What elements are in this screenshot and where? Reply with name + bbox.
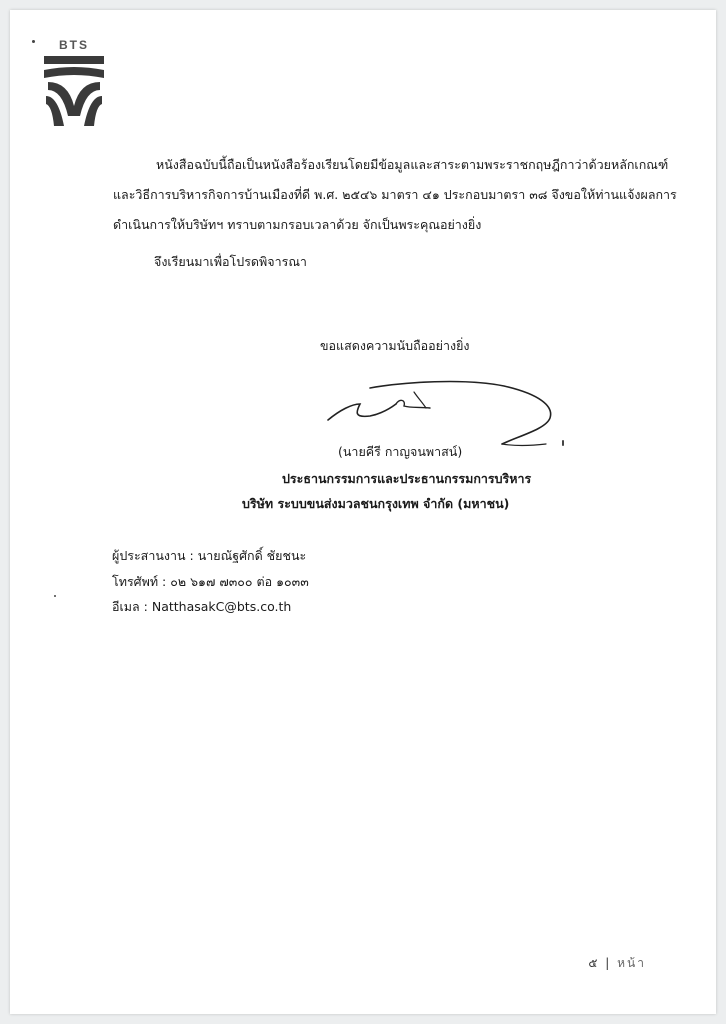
body-line: และวิธีการบริหารกิจการบ้านเมืองที่ดี พ.ศ. ๒๕๔๖ มาตรา ๔๑ ประกอบมาตรา ๓๘ จึงขอให้ท่านแจ้งผลการ	[113, 187, 677, 202]
company-name: บริษัท ระบบขนส่งมวลชนกรุงเทพ จำกัด (มหาชน)	[242, 496, 510, 511]
signatory-title: ประธานกรรมการและประธานกรรมการบริหาร	[282, 471, 532, 486]
bts-logo-text: BTS	[59, 38, 89, 52]
coordinator-line: ผู้ประสานงาน : นายณัฐศักดิ์ ชัยชนะ	[112, 548, 307, 563]
phone-line: โทรศัพท์ : ๐๒ ๖๑๗ ๗๓๐๐ ต่อ ๑๐๓๓	[112, 574, 309, 589]
page-label: หน้า	[617, 956, 646, 970]
email-line: อีเมล : NatthasakC@bts.co.th	[112, 599, 292, 614]
body-line: หนังสือฉบับนี้ถือเป็นหนังสือร้องเรียนโดยมีข้อมูลและสาระตามพระราชกฤษฎีกาว่าด้วยหลักเกณฑ์	[156, 157, 669, 172]
scan-speck	[32, 40, 35, 43]
bts-logo-mark-icon	[44, 56, 104, 128]
page-number	[588, 954, 646, 973]
page-number-separator: |	[605, 956, 610, 970]
body-paragraph-2: จึงเรียนมาเพื่อโปรดพิจารณา	[154, 254, 307, 269]
page-number-value: ๕	[588, 956, 598, 970]
document-page	[10, 10, 716, 1014]
closing-salutation: ขอแสดงความนับถืออย่างยิ่ง	[320, 338, 470, 353]
body-paragraph-1	[113, 150, 683, 240]
scan-speck	[54, 595, 56, 597]
body-line: ดำเนินการให้บริษัทฯ ทราบตามกรอบเวลาด้วย จักเป็นพระคุณอย่างยิ่ง	[113, 217, 482, 232]
signatory-name: (นายคีรี กาญจนพาสน์)	[338, 444, 463, 459]
bts-logo	[44, 38, 104, 128]
